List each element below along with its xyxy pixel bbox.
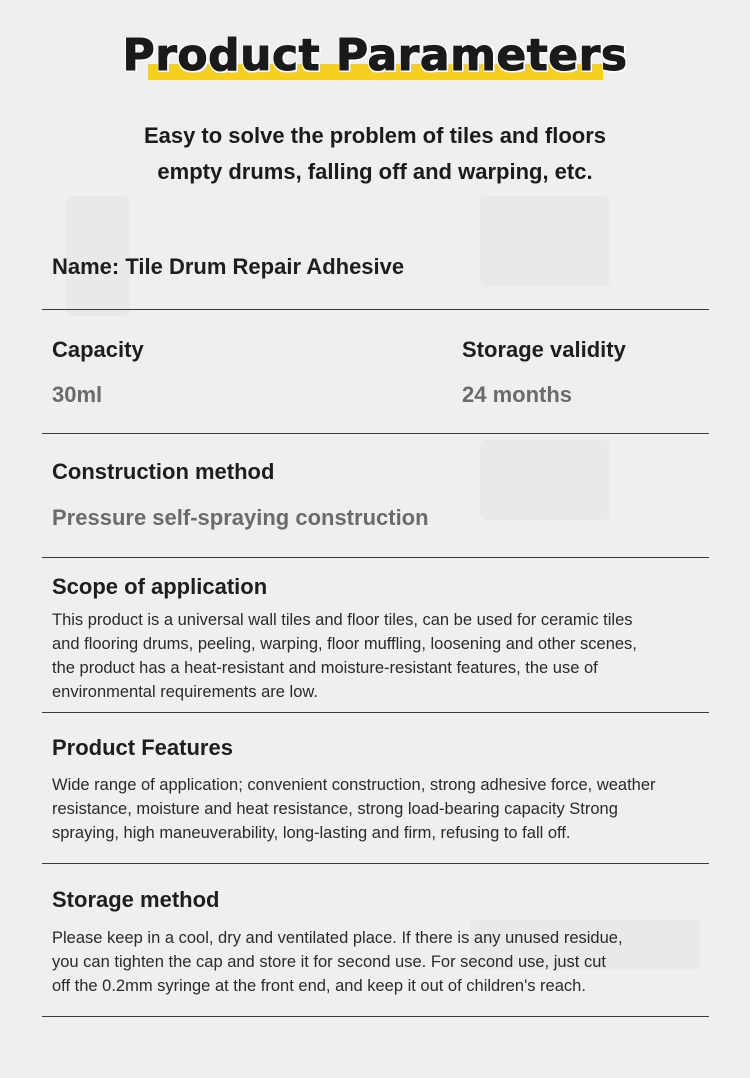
scope-line: and flooring drums, peeling, warping, floor muffling, loosening and other scenes,	[52, 635, 637, 653]
scope-line: This product is a universal wall tiles and floor tiles, can be used for ceramic tiles	[52, 611, 633, 629]
divider	[42, 863, 709, 864]
capacity-value: 30ml	[52, 382, 103, 407]
product-name: Name: Tile Drum Repair Adhesive	[52, 254, 405, 279]
scope-label: Scope of application	[52, 574, 268, 599]
subtitle-line-2: empty drums, falling off and warping, etc.	[157, 159, 593, 184]
page-title: Product Parameters	[122, 30, 628, 81]
features-line: resistance, moisture and heat resistance, strong load-bearing capacity Strong	[52, 800, 618, 818]
divider	[42, 309, 709, 310]
storage-method-label: Storage method	[52, 887, 220, 912]
background-product-shape	[480, 196, 610, 286]
storage-method-text	[52, 926, 712, 998]
subtitle-line-1: Easy to solve the problem of tiles and floors	[143, 123, 607, 148]
storage-validity-value: 24 months	[462, 382, 573, 407]
storage-method-line: you can tighten the cap and store it for second use. For second use, just cut	[52, 953, 606, 971]
divider	[42, 433, 709, 434]
scope-line: environmental requirements are low.	[52, 683, 318, 701]
capacity-label: Capacity	[52, 337, 144, 362]
subtitle	[0, 118, 750, 190]
storage-method-line: off the 0.2mm syringe at the front end, and keep it out of children's reach.	[52, 977, 586, 995]
construction-method-value: Pressure self-spraying construction	[52, 505, 429, 530]
features-line: Wide range of application; convenient construction, strong adhesive force, weather	[52, 776, 656, 794]
scope-text	[52, 608, 712, 704]
features-line: spraying, high maneuverability, long-lasting and firm, refusing to fall off.	[52, 824, 571, 842]
background-product-shape	[480, 440, 610, 520]
storage-validity-label: Storage validity	[462, 337, 626, 362]
construction-method-label: Construction method	[52, 459, 275, 484]
scope-line: the product has a heat-resistant and moisture-resistant features, the use of	[52, 659, 598, 677]
divider	[42, 1016, 709, 1017]
features-text	[52, 773, 712, 845]
divider	[42, 557, 709, 558]
storage-method-line: Please keep in a cool, dry and ventilated place. If there is any unused residue,	[52, 929, 623, 947]
features-label: Product Features	[52, 735, 233, 760]
divider	[42, 712, 709, 713]
